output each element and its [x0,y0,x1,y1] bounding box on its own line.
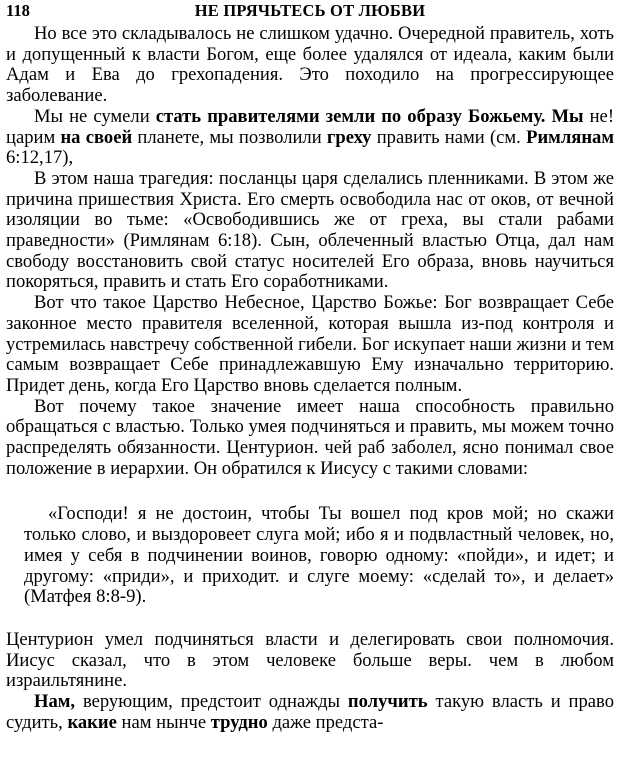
paragraph-7 [6,692,614,733]
paragraph-3: В этом наша трагедия: посланцы царя сделались пленниками. В этом же причина пришествия Христа. Его смерть освободила нас от оков, от вечной изоляции во тьме: «Освободившись же от греха, вы стали рабами праведности» (Римлянам 6:18). Сын, облеченный властью Отца, дал нам свободу восстановить свой статус носителей Его образа, вновь научиться покоряться, править и стать Его соработниками. [6,167,614,293]
text-run: править нами (см. [371,126,527,148]
bold-run: стать правителями земли по образу Божьему. Мы [155,105,584,127]
bold-run: трудно [210,711,268,733]
page-number: 118 [6,1,30,20]
bold-run: Римлянам [526,126,614,148]
scripture-quote: «Господи! я не достоин, чтобы Ты вошел под кров мой; но скажи только слово, и выздоровеет слуга мой; ибо я и подвластный человек, но, имея у себя в подчинении воинов, говорю одному: «пойди», и идет; и другому: «приди», и приходит. и слуге моему: «сделай то», и делает» (Матфея 8:8-9). [24,503,614,608]
paragraph-5: Вот почему такое значение имеет наша способность правильно обращаться с властью. Только умея подчиняться и править, мы можем точно распределять обязанности. Центурион. чей раб заболел, ясно понимал свое положение в иерархии. Он обратился к Иисусу с такими словами: [6,395,614,479]
text-run: 6:12,17), [6,147,74,169]
text-run: не! царим [6,105,615,148]
bold-run: греху [326,126,372,148]
paragraph-1: Но все это складывалось не слишком удачно. Очередной правитель, хоть и допущенный к власти Богом, еще более удалялся от идеала, каким были Адам и Ева до грехопадения. Это походило на прогрессирующее заболевание. [6,23,614,107]
text-run: даже предста- [267,711,384,733]
page-header [6,0,614,24]
paragraph-2 [6,107,614,169]
bold-run: на своей [60,126,133,148]
bold-run: какие [67,711,117,733]
text-run: такую власть и право судить, [6,691,614,733]
text-run: верующим, предстоит однажды [75,691,348,713]
text-run: планете, мы позволили [132,126,327,148]
bold-run: получить [347,691,428,713]
paragraph-6: Центурион умел подчиняться власти и делегировать свои полномочия. Иисус сказал, что в этом человеке больше веры. чем в любом израильтянине. [6,628,614,692]
paragraph-4: Вот что такое Царство Небесное, Царство Божье: Бог возвращает Себе законное место правителя вселенной, которая вышла из-под контроля и устремилась навстречу собственной гибели. Бог искупает наши жизни и тем самым возвращает Себе принадлежавшую Ему изначально территорию. Придет день, когда Его Царство вновь сделается полным. [6,292,614,396]
text-run: нам нынче [116,711,211,733]
text-run: Мы не сумели [34,105,156,127]
running-title: НЕ ПРЯЧЬТЕСЬ ОТ ЛЮБВИ [194,1,426,20]
bold-run: Нам, [34,691,76,713]
